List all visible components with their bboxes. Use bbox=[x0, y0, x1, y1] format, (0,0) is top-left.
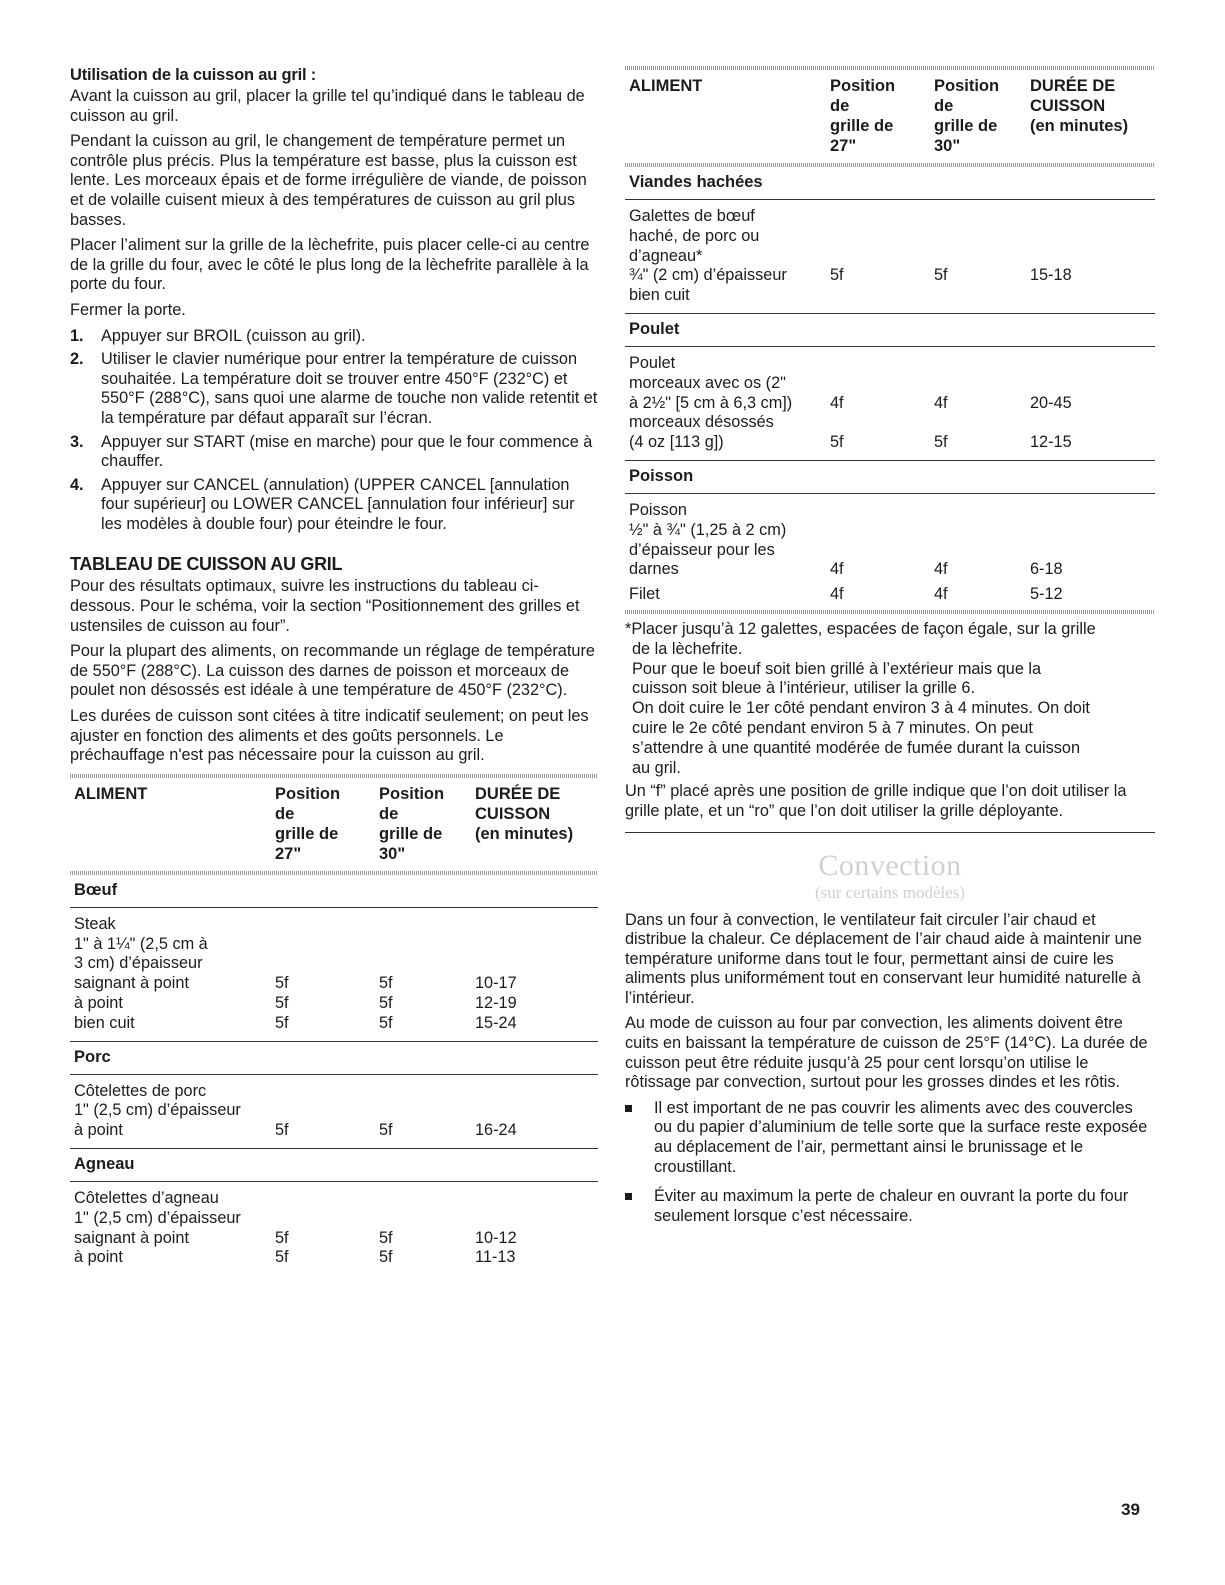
bullet-item: Il est important de ne pas couvrir les aliments avec des couvercles ou du papier d’aluminium de telle sorte que la surface reste exposée au déplacement de l’air, permettant ainsi le brunissage et le croustillant. bbox=[625, 1099, 1155, 1177]
page-number: 39 bbox=[1121, 1500, 1140, 1519]
cell-time bbox=[475, 1189, 598, 1209]
convection-bullets bbox=[625, 1099, 1155, 1227]
cell-food: darnes bbox=[629, 560, 679, 579]
table-row bbox=[70, 1189, 598, 1209]
cell-time: 6-18 bbox=[1030, 560, 1063, 579]
cell-time bbox=[475, 935, 598, 955]
cell-p30 bbox=[379, 1101, 475, 1121]
cell-p27 bbox=[830, 521, 934, 541]
cell-p27 bbox=[275, 1101, 379, 1121]
cell-time: 20-45 bbox=[1030, 393, 1072, 412]
right-column bbox=[625, 62, 1155, 1236]
cell-time: 11-13 bbox=[475, 1248, 516, 1267]
square-bullet-icon bbox=[625, 1193, 632, 1200]
cell-p27 bbox=[830, 247, 934, 267]
cell-food: 1" (2,5 cm) d’épaisseur bbox=[74, 1208, 241, 1227]
cell-time bbox=[475, 1101, 598, 1121]
category-pork: Porc bbox=[70, 1041, 598, 1075]
cell-time bbox=[1030, 521, 1155, 541]
cell-time bbox=[1030, 374, 1155, 394]
cell-food: Poulet bbox=[629, 353, 676, 372]
cell-food: bien cuit bbox=[74, 1013, 135, 1032]
cell-time: 15-18 bbox=[1030, 266, 1072, 285]
footnote: *Placer jusqu’à 12 galettes, espacées de façon égale, sur la grille de la lèchefrite. Pour que le boeuf soit bien grillé à l’extérieur mais que la cuisson soit bleue à l’intérieur, utiliser la grille 6. On doit cuire le 1er côté pendant environ 3 à 4 minutes. On doit cuire le 2e côté pendant environ 5 à 7 minutes. On peut s’attendre à une quantité modérée de fumée durant la cuisson au gril. bbox=[625, 619, 1096, 777]
category-ground-meat: Viandes hachées bbox=[625, 167, 1155, 200]
cell-p30 bbox=[379, 935, 475, 955]
header-food: ALIMENT bbox=[629, 77, 703, 95]
table-row bbox=[70, 994, 598, 1014]
table-row bbox=[70, 915, 598, 935]
rows-chicken bbox=[625, 347, 1155, 460]
f-note: Un “f” placé après une position de grille indique que l’on doit utiliser la grille plate, et un “ro” que l’on doit utiliser la grille déployante. bbox=[625, 782, 1127, 820]
cell-time: 16-24 bbox=[475, 1121, 517, 1140]
cell-p30 bbox=[934, 521, 1030, 541]
header-pos27: Position de grille de 27" bbox=[830, 77, 896, 155]
cell-p27 bbox=[830, 354, 934, 374]
cell-p27: 5f bbox=[830, 433, 844, 452]
cell-p30 bbox=[934, 247, 1030, 267]
cell-p30 bbox=[934, 227, 1030, 247]
cell-time bbox=[1030, 413, 1155, 433]
cell-food: 3 cm) d’épaisseur bbox=[74, 954, 203, 973]
step-number: 4. bbox=[70, 475, 84, 494]
cell-food: bien cuit bbox=[629, 286, 690, 305]
cell-p30: 5f bbox=[934, 433, 948, 452]
cell-time bbox=[1030, 227, 1155, 247]
header-time: DURÉE DE CUISSON (en minutes) bbox=[475, 784, 574, 843]
cell-food: morceaux désossés bbox=[629, 413, 774, 432]
rows-lamb bbox=[70, 1182, 598, 1275]
header-food: ALIMENT bbox=[74, 784, 148, 803]
cell-food: à point bbox=[74, 994, 123, 1012]
table-row bbox=[70, 954, 598, 974]
table-row bbox=[625, 286, 1155, 306]
cell-p27: 4f bbox=[830, 560, 844, 579]
cell-food: haché, de porc ou bbox=[629, 226, 760, 245]
paragraph: Avant la cuisson au gril, placer la grille tel qu’indiqué dans le tableau de cuisson au gril. bbox=[70, 87, 585, 125]
step-number: 3. bbox=[70, 432, 84, 451]
cell-p27: 5f bbox=[275, 974, 289, 993]
cell-p27 bbox=[275, 1189, 379, 1209]
cell-food: à point bbox=[74, 1248, 123, 1267]
rows-beef bbox=[70, 908, 598, 1041]
cell-time bbox=[1030, 354, 1155, 374]
paragraph: Les durées de cuisson sont citées à titre indicatif seulement; on peut les ajuster en fonction des aliments et des goûts personnels. Le préchauffage n'est pas nécessaire pour la cuisson au gril. bbox=[70, 707, 589, 765]
cell-food: d’agneau* bbox=[629, 246, 703, 265]
cell-food: Steak bbox=[74, 914, 116, 933]
broil-table-right bbox=[625, 66, 1155, 614]
rows-pork bbox=[70, 1075, 598, 1148]
cell-time bbox=[1030, 541, 1155, 561]
cell-p27: 5f bbox=[275, 1248, 289, 1267]
table-row bbox=[70, 935, 598, 955]
cell-food: d’épaisseur pour les bbox=[629, 540, 775, 559]
cell-p27: 5f bbox=[275, 1228, 289, 1247]
rows-ground-meat bbox=[625, 200, 1155, 313]
cell-time bbox=[475, 915, 598, 935]
cell-food: ½" à ¾" (1,25 à 2 cm) bbox=[629, 520, 787, 539]
cell-p27: 5f bbox=[275, 994, 289, 1012]
steps-list bbox=[70, 327, 598, 535]
cell-p27 bbox=[275, 954, 379, 974]
cell-p27 bbox=[275, 1209, 379, 1229]
step-item bbox=[70, 476, 598, 535]
chart-heading: TABLEAU DE CUISSON AU GRIL bbox=[70, 554, 343, 575]
cell-p30: 4f bbox=[934, 393, 948, 412]
cell-p27 bbox=[830, 227, 934, 247]
category-fish: Poisson bbox=[625, 460, 1155, 494]
cell-p27 bbox=[830, 207, 934, 227]
table-row bbox=[70, 1248, 598, 1268]
cell-time bbox=[475, 1209, 598, 1229]
cell-p30: 5f bbox=[379, 1248, 393, 1267]
step-number: 1. bbox=[70, 326, 84, 345]
table-row bbox=[70, 974, 598, 994]
table-row bbox=[625, 354, 1155, 374]
table-row bbox=[625, 413, 1155, 433]
table-row-fillet: Filet 4f 4f 5-12 bbox=[629, 585, 1063, 604]
table-row bbox=[70, 1121, 598, 1141]
paragraph: Pour des résultats optimaux, suivre les instructions du tableau ci-dessous. Pour le schéma, voir la section “Positionnement des grilles et ustensiles de cuisson au four”. bbox=[70, 577, 580, 635]
cell-p30 bbox=[934, 286, 1030, 306]
step-item bbox=[70, 433, 598, 472]
cell-p27 bbox=[275, 915, 379, 935]
cell-food: 1" (2,5 cm) d’épaisseur bbox=[74, 1101, 241, 1120]
cell-time: 15-24 bbox=[475, 1013, 517, 1032]
cell-p27 bbox=[830, 541, 934, 561]
header-pos27: Position de grille de 27" bbox=[275, 784, 341, 863]
paragraph: Placer l’aliment sur la grille de la lèchefrite, puis placer celle-ci au centre de la grille du four, avec le côté le plus long de la lèchefrite parallèle à la porte du four. bbox=[70, 236, 590, 294]
table-row bbox=[625, 266, 1155, 286]
cell-food: (4 oz [113 g]) bbox=[629, 433, 724, 452]
cell-food: ¾" (2 cm) d’épaisseur bbox=[629, 266, 787, 285]
step-item bbox=[70, 350, 598, 428]
cell-time bbox=[1030, 247, 1155, 267]
header-pos30: Position de grille de 30" bbox=[934, 77, 1000, 155]
cell-p30 bbox=[934, 354, 1030, 374]
cell-food: saignant à point bbox=[74, 1228, 189, 1247]
cell-p27: 5f bbox=[275, 1121, 289, 1140]
table-row bbox=[625, 227, 1155, 247]
step-text: Appuyer sur START (mise en marche) pour que le four commence à chauffer. bbox=[101, 432, 593, 471]
header-pos30: Position de grille de 30" bbox=[379, 784, 445, 863]
cell-p30 bbox=[379, 954, 475, 974]
cell-p30: 5f bbox=[379, 974, 393, 993]
header-time: DURÉE DE CUISSON (en minutes) bbox=[1030, 77, 1129, 135]
table-header bbox=[70, 778, 598, 871]
cell-food: morceaux avec os (2" bbox=[629, 373, 786, 392]
table-header bbox=[625, 70, 1155, 163]
cell-p30 bbox=[934, 413, 1030, 433]
paragraph: Pour la plupart des aliments, on recommande un réglage de température de 550°F (288°C). La cuisson des darnes de poisson et morceaux de poulet non désossés est idéale à une température de 450°F (232°C). bbox=[70, 642, 595, 700]
cell-time bbox=[1030, 501, 1155, 521]
left-column bbox=[70, 62, 598, 1275]
table-row bbox=[625, 374, 1155, 394]
broil-table-left bbox=[70, 774, 598, 1275]
cell-p30 bbox=[379, 1189, 475, 1209]
step-text: Appuyer sur BROIL (cuisson au gril). bbox=[101, 326, 366, 345]
step-text: Utiliser le clavier numérique pour entrer la température de cuisson souhaitée. La température doit se trouver entre 450°F (232°C) et 550°F (288°C), sans quoi une alarme de touche non valide retentit et la température par défaut apparaît sur l’écran. bbox=[101, 350, 598, 427]
cell-time: 12-19 bbox=[475, 994, 517, 1012]
cell-food: Côtelettes d’agneau bbox=[74, 1188, 219, 1207]
category-lamb: Agneau bbox=[70, 1148, 598, 1182]
step-text: Appuyer sur CANCEL (annulation) (UPPER CANCEL [annulation four supérieur] ou LOWER CANCEL [annulation four inférieur] sur les modèles à double four) pour éteindre le four. bbox=[101, 475, 575, 533]
cell-p30 bbox=[379, 1209, 475, 1229]
table-row bbox=[625, 521, 1155, 541]
cell-time bbox=[1030, 286, 1155, 306]
divider bbox=[625, 832, 1155, 833]
cell-time: 10-12 bbox=[475, 1228, 517, 1247]
cell-food: Côtelettes de porc bbox=[74, 1081, 207, 1100]
square-bullet-icon bbox=[625, 1105, 632, 1112]
table-bottom-rule bbox=[625, 610, 1155, 614]
category-beef: Bœuf bbox=[70, 875, 598, 908]
cell-time bbox=[1030, 207, 1155, 227]
table-row bbox=[625, 433, 1155, 453]
cell-p30: 5f bbox=[379, 1013, 393, 1032]
table-row bbox=[625, 560, 1155, 580]
bullet-item: Éviter au maximum la perte de chaleur en ouvrant la porte du four seulement lorsque c’est nécessaire. bbox=[625, 1187, 1155, 1226]
cell-food: Galettes de bœuf bbox=[629, 207, 755, 225]
cell-food: à 2½" [5 cm à 6,3 cm]) bbox=[629, 393, 793, 412]
step-number: 2. bbox=[70, 350, 84, 369]
table-row bbox=[625, 247, 1155, 267]
cell-p27 bbox=[275, 935, 379, 955]
cell-time bbox=[475, 954, 598, 974]
paragraph: Fermer la porte. bbox=[70, 300, 186, 319]
cell-p30 bbox=[934, 374, 1030, 394]
cell-p30: 5f bbox=[379, 994, 393, 1012]
cell-time: 12-15 bbox=[1030, 433, 1072, 452]
table-row bbox=[70, 1014, 598, 1034]
cell-p30: 5f bbox=[934, 266, 948, 285]
cell-p30: 5f bbox=[379, 1228, 393, 1247]
cell-p27 bbox=[275, 1082, 379, 1102]
convection-title: Convection bbox=[818, 848, 962, 882]
cell-p27: 4f bbox=[830, 393, 844, 412]
cell-food: saignant à point bbox=[74, 974, 189, 993]
table-row bbox=[70, 1101, 598, 1121]
cell-food: Poisson bbox=[629, 500, 687, 519]
cell-p27 bbox=[830, 413, 934, 433]
cell-food: 1" à 1¼" (2,5 cm à bbox=[74, 934, 208, 953]
cell-time bbox=[475, 1082, 598, 1102]
table-row bbox=[70, 1209, 598, 1229]
step-item bbox=[70, 327, 598, 347]
cell-p27 bbox=[830, 286, 934, 306]
cell-p27: 5f bbox=[275, 1013, 289, 1032]
cell-p30 bbox=[379, 915, 475, 935]
rows-fish bbox=[625, 494, 1155, 582]
cell-p27: 5f bbox=[830, 266, 844, 285]
table-row bbox=[625, 541, 1155, 561]
cell-p27 bbox=[830, 374, 934, 394]
paragraph: Pendant la cuisson au gril, le changement de température permet un contrôle plus précis. Plus la température est basse, plus la cuisson est lente. Les morceaux épais et de forme irrégulière de viande, de poisson et de volaille cuisent mieux à des températures de cuisson au gril plus basses. bbox=[70, 132, 587, 229]
cell-p30: 5f bbox=[379, 1121, 393, 1140]
table-row bbox=[625, 394, 1155, 414]
category-chicken: Poulet bbox=[625, 313, 1155, 347]
cell-time: 10-17 bbox=[475, 974, 517, 993]
table-row bbox=[625, 207, 1155, 227]
cell-p30: 4f bbox=[934, 560, 948, 579]
cell-food: à point bbox=[74, 1121, 123, 1140]
cell-p30 bbox=[934, 207, 1030, 227]
cell-p30 bbox=[934, 501, 1030, 521]
table-row bbox=[70, 1082, 598, 1102]
table-row bbox=[70, 1229, 598, 1249]
paragraph: Dans un four à convection, le ventilateur fait circuler l’air chaud et distribue la chaleur. Ce déplacement de l’air chaud aide à maintenir une température uniforme dans tout le four, permettant ainsi de cuire les aliments plus uniformément tout en conservant leur humidité naturelle à l’intérieur. bbox=[625, 910, 1142, 1007]
paragraph: Au mode de cuisson au four par convection, les aliments doivent être cuits en baissant la température de cuisson de 25°F (14°C). La durée de cuisson peut être réduite jusqu’à 25 pour cent lorsqu’on utilise le rôtissage par convection, surtout pour les grosses dindes et les rôtis. bbox=[625, 1014, 1148, 1092]
cell-p30 bbox=[379, 1082, 475, 1102]
convection-subtitle: (sur certains modèles) bbox=[814, 882, 966, 902]
cell-p27 bbox=[830, 501, 934, 521]
cell-p30 bbox=[934, 541, 1030, 561]
table-row bbox=[625, 501, 1155, 521]
broil-heading: Utilisation de la cuisson au gril : bbox=[70, 66, 317, 84]
